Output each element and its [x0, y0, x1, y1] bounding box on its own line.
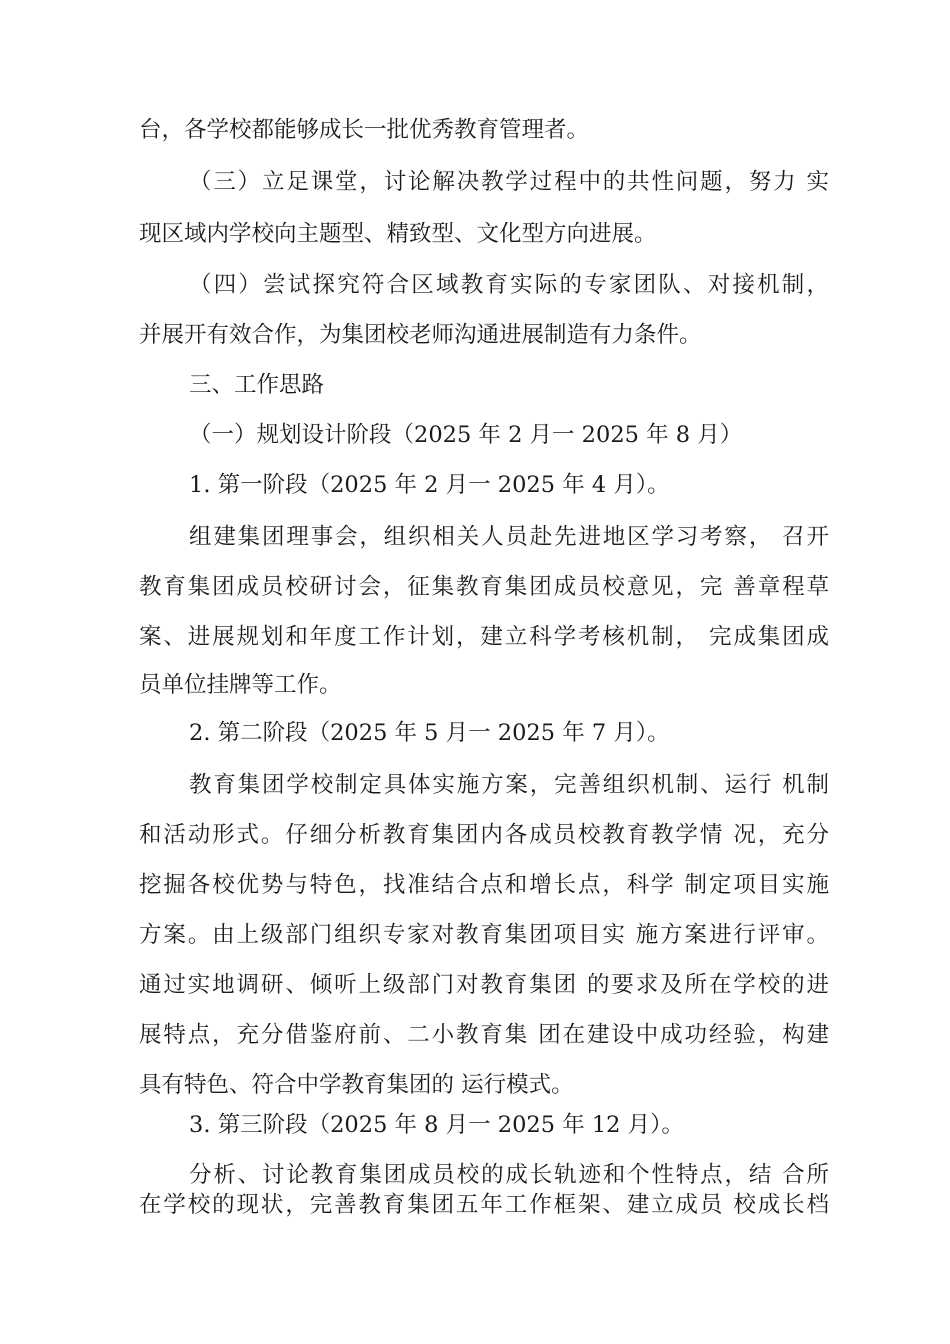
stage-heading: 1. 第一阶段（2025 年 2 月一 2025 年 4 月）。 [189, 472, 670, 498]
stage-heading: 3. 第三阶段（2025 年 8 月一 2025 年 12 月）。 [189, 1112, 684, 1138]
para-line: 员单位挂牌等工作。 [139, 672, 342, 698]
para-line: 在学校的现状，完善教育集团五年工作框架、建立成员 校成长档 [139, 1192, 829, 1218]
para-line: （四）尝试探究符合区域教育实际的专家团队、对接机制， [189, 272, 829, 298]
para-line: 分析、讨论教育集团成员校的成长轨迹和个性特点，结 合所 [189, 1162, 829, 1188]
stage-heading: 2. 第二阶段（2025 年 5 月一 2025 年 7 月）。 [189, 720, 670, 746]
subsection-heading: （一）规划设计阶段（2025 年 2 月一 2025 年 8 月） [189, 422, 743, 448]
para-line: 教育集团成员校研讨会，征集教育集团成员校意见，完 善章程草 [139, 574, 829, 600]
para-line: 具有特色、符合中学教育集团的 运行模式。 [139, 1072, 574, 1098]
para-line: （三）立足课堂，讨论解决教学过程中的共性问题，努力 实 [189, 169, 829, 195]
para-line: 教育集团学校制定具体实施方案，完善组织机制、运行 机制 [189, 772, 829, 798]
para-line: 台，各学校都能够成长一批优秀教育管理者。 [139, 117, 590, 143]
section-heading: 三、工作思路 [189, 372, 325, 398]
para-line: 展特点，充分借鉴府前、二小教育集 团在建设中成功经验，构建 [139, 1022, 829, 1048]
para-line: 挖掘各校优势与特色，找准结合点和增长点，科学 制定项目实施 [139, 872, 829, 898]
para-line: 案、进展规划和年度工作计划，建立科学考核机制， 完成集团成 [139, 624, 829, 650]
para-line: 和活动形式。仔细分析教育集团内各成员校教育教学情 况，充分 [139, 822, 829, 848]
para-line: 方案。由上级部门组织专家对教育集团项目实 施方案进行评审。 [139, 922, 829, 948]
para-line: 并展开有效合作，为集团校老师沟通进展制造有力条件。 [139, 322, 702, 348]
para-line: 组建集团理事会，组织相关人员赴先进地区学习考察， 召开 [189, 524, 829, 550]
para-line: 现区域内学校向主题型、精致型、文化型方向进展。 [139, 221, 657, 247]
para-line: 通过实地调研、倾听上级部门对教育集团 的要求及所在学校的进 [139, 972, 829, 998]
